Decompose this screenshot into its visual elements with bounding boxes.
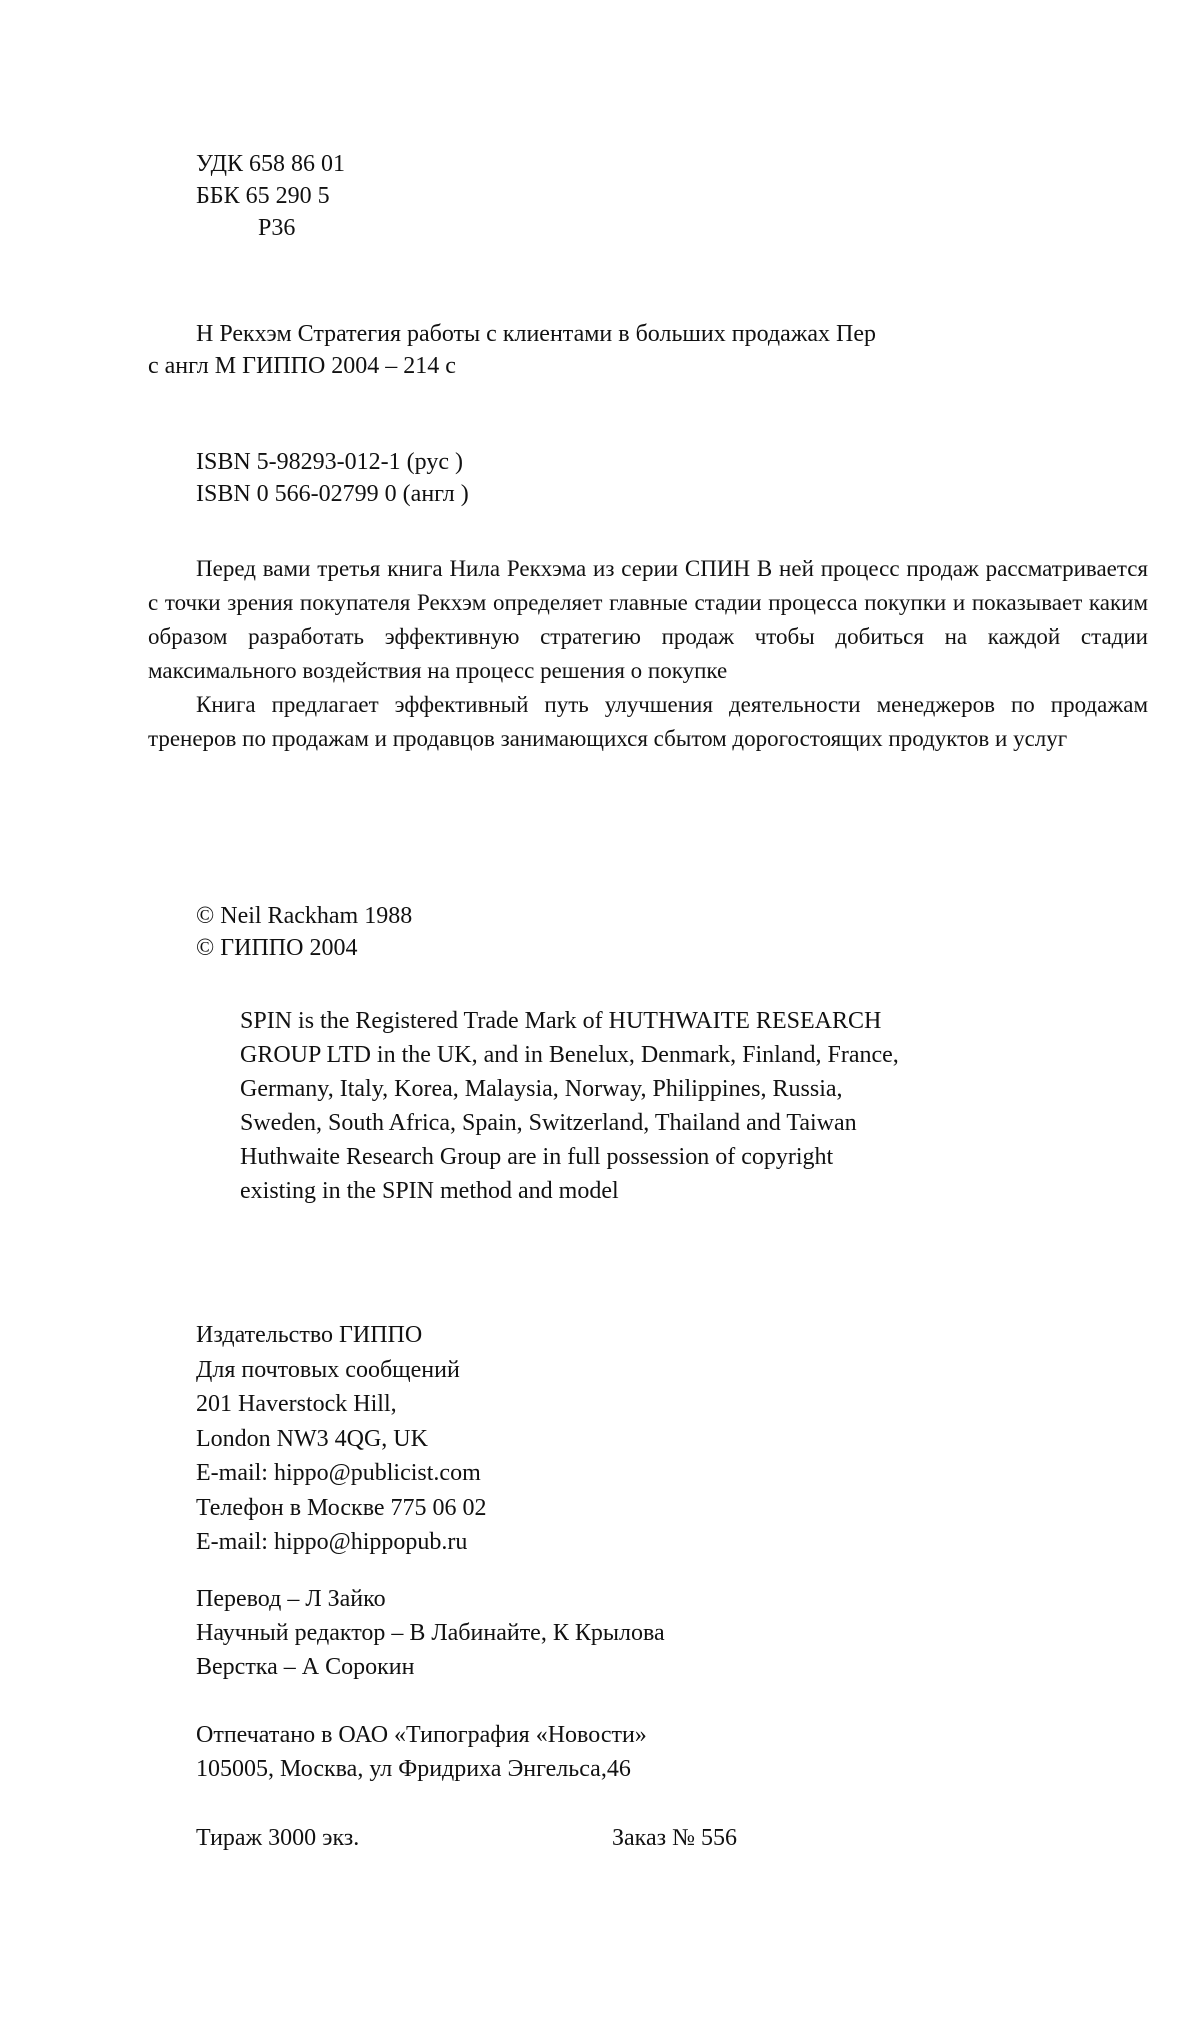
publisher-email-ru: E-mail: hippo@hippopub.ru xyxy=(196,1529,468,1555)
citation-line-1: Н Рекхэм Стратегия работы с клиентами в больших продажах Пер xyxy=(196,321,876,347)
printing-house: Отпечатано в ОАО «Типография «Новости» xyxy=(196,1722,647,1748)
trademark-notice xyxy=(240,1004,899,1208)
citation-line-2: с англ М ГИППО 2004 – 214 с xyxy=(148,353,456,379)
trademark-line: SPIN is the Registered Trade Mark of HUTHWAITE RESEARCH xyxy=(240,1008,882,1034)
trademark-line: GROUP LTD in the UK, and in Benelux, Denmark, Finland, France, xyxy=(240,1042,899,1068)
author-mark: Р36 xyxy=(258,215,296,241)
publisher-email: E-mail: hippo@publicist.com xyxy=(196,1460,481,1486)
isbn-block xyxy=(196,446,469,510)
isbn-english: ISBN 0 566-02799 0 (англ ) xyxy=(196,481,469,507)
trademark-line: Huthwaite Research Group are in full possession of copyright xyxy=(240,1144,834,1170)
publisher-phone: Телефон в Москве 775 06 02 xyxy=(196,1494,487,1521)
publisher-name: Издательство ГИППО xyxy=(196,1322,423,1348)
udk-code: УДК 658 86 01 xyxy=(196,151,345,177)
isbn-russian: ISBN 5-98293-012-1 (рус ) xyxy=(196,449,463,475)
credit-editor: Научный редактор – В Лабинайте, К Крылова xyxy=(196,1620,665,1646)
trademark-line: Germany, Italy, Korea, Malaysia, Norway, Philippines, Russia, xyxy=(240,1076,843,1102)
order-number: Заказ № 556 xyxy=(612,1825,738,1851)
credit-layout: Верстка – А Сорокин xyxy=(196,1654,415,1680)
classification-codes xyxy=(196,148,345,244)
annotation-paragraph-1: Перед вами третья книга Нила Рекхэма из серии СПИН В ней процесс продаж рассматривается с точки зрения покупателя Рекхэм определяет главные стадии процесса покупки и показывает каким образом разработать эффективную стратегию продаж чтобы добиться на каждой стадии максимального воздействия на процесс решения о покупке xyxy=(148,556,1148,683)
annotation-paragraph-2: Книга предлагает эффективный путь улучшения деятельности менеджеров по продажам тренеров по продажам и продавцов занимающихся сбытом дорогостоящих продуктов и услуг xyxy=(148,692,1148,751)
printing-address: 105005, Москва, ул Фридриха Энгельса,46 xyxy=(196,1756,631,1782)
bibliographic-citation xyxy=(148,318,1148,382)
copyright-block xyxy=(196,900,412,964)
bbk-code: ББК 65 290 5 xyxy=(196,183,330,209)
copyright-author: © Neil Rackham 1988 xyxy=(196,903,413,929)
copyright-publisher: © ГИППО 2004 xyxy=(196,935,358,961)
annotation xyxy=(148,552,1148,756)
print-run: Тираж 3000 экз. xyxy=(196,1825,360,1851)
publisher-mail-label: Для почтовых сообщений xyxy=(196,1356,460,1383)
publisher-city: London NW3 4QG, UK xyxy=(196,1425,428,1452)
credit-translator: Перевод – Л Зайко xyxy=(196,1586,386,1612)
trademark-line: existing in the SPIN method and model xyxy=(240,1178,619,1204)
printing-info xyxy=(196,1718,647,1786)
trademark-line: Sweden, South Africa, Spain, Switzerland, Thailand and Taiwan xyxy=(240,1110,857,1136)
credits xyxy=(196,1582,665,1684)
publisher-contact xyxy=(196,1318,487,1560)
publisher-street: 201 Haverstock Hill, xyxy=(196,1391,397,1417)
